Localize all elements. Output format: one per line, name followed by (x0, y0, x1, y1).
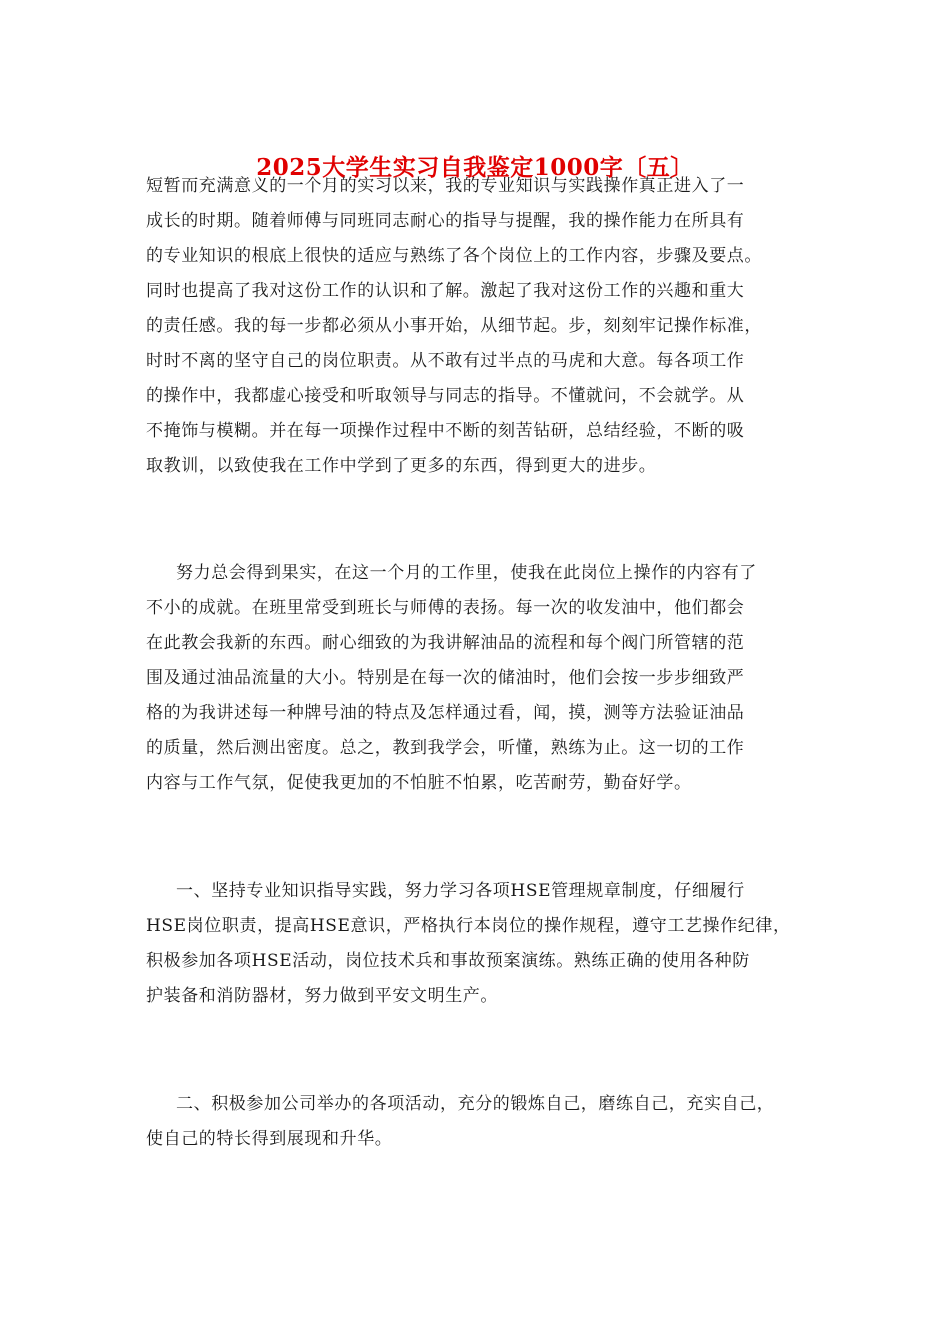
paragraph-4-line-1: 二、积极参加公司举办的各项活动，充分的锻炼自己，磨练自己，充实自己， (176, 1094, 775, 1114)
paragraph-1-line-7: 的操作中，我都虚心接受和听取领导与同志的指导。不懂就问，不会就学。从 (146, 386, 745, 406)
paragraph-3-line-1: 一、坚持专业知识指导实践，努力学习各项HSE管理规章制度，仔细履行 (176, 881, 745, 901)
paragraph-1-line-1: 短暂而充满意义的一个月的实习以来，我的专业知识与实践操作真正进入了一 (146, 176, 745, 196)
paragraph-2-line-4: 围及通过油品流量的大小。特别是在每一次的储油时，他们会按一步步细致严 (146, 668, 745, 688)
paragraph-1-line-8: 不掩饰与模糊。并在每一项操作过程中不断的刻苦钻研，总结经验，不断的吸 (146, 421, 745, 441)
paragraph-2-line-7: 内容与工作气氛，促使我更加的不怕脏不怕累，吃苦耐劳，勤奋好学。 (146, 773, 692, 793)
paragraph-1-line-9: 取教训，以致使我在工作中学到了更多的东西，得到更大的进步。 (146, 456, 657, 476)
paragraph-1-line-2: 成长的时期。随着师傅与同班同志耐心的指导与提醒，我的操作能力在所具有 (146, 211, 745, 231)
paragraph-2-line-2: 不小的成就。在班里常受到班长与师傅的表扬。每一次的收发油中，他们都会 (146, 598, 745, 618)
document-title: 2025大学生实习自我鉴定1000字〔五〕 (256, 154, 694, 181)
paragraph-3-line-2: HSE岗位职责，提高HSE意识，严格执行本岗位的操作规程，遵守工艺操作纪律， (146, 916, 791, 936)
paragraph-3-line-3: 积极参加各项HSE活动，岗位技术兵和事故预案演练。熟练正确的使用各种防 (146, 951, 750, 971)
paragraph-2-line-1: 努力总会得到果实，在这一个月的工作里，使我在此岗位上操作的内容有了 (176, 563, 757, 583)
paragraph-1-line-6: 时时不离的坚守自己的岗位职责。从不敢有过半点的马虎和大意。每各项工作 (146, 351, 745, 371)
paragraph-1-line-4: 同时也提高了我对这份工作的认识和了解。激起了我对这份工作的兴趣和重大 (146, 281, 745, 301)
paragraph-1-line-5: 的责任感。我的每一步都必须从小事开始，从细节起。步，刻刻牢记操作标准， (146, 316, 762, 336)
paragraph-2-line-3: 在此教会我新的东西。耐心细致的为我讲解油品的流程和每个阀门所管辖的范 (146, 633, 745, 653)
paragraph-2-line-6: 的质量，然后测出密度。总之，教到我学会，听懂，熟练为止。这一切的工作 (146, 738, 745, 758)
paragraph-1-line-3: 的专业知识的根底上很快的适应与熟练了各个岗位上的工作内容，步骤及要点。 (146, 246, 762, 266)
paragraph-3-line-4: 护装备和消防器材，努力做到平安文明生产。 (146, 986, 498, 1006)
paragraph-2-line-5: 格的为我讲述每一种牌号油的特点及怎样通过看，闻，摸，测等方法验证油品 (146, 703, 745, 723)
paragraph-4-line-2: 使自己的特长得到展现和升华。 (146, 1129, 393, 1149)
